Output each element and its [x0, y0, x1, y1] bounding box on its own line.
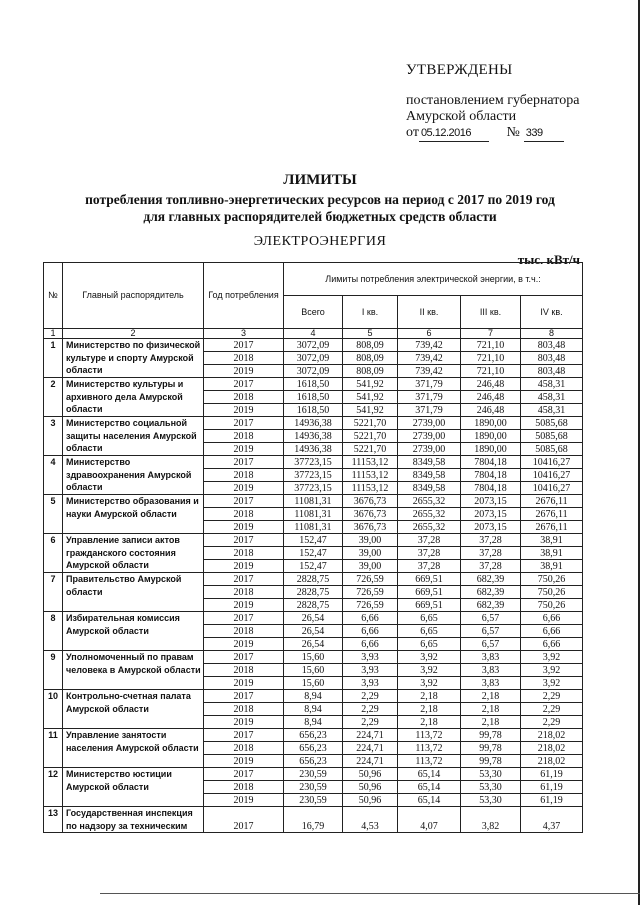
cell-q3: 246,48	[461, 378, 521, 391]
cell-q4: 458,31	[521, 404, 583, 417]
cell-q1: 2,29	[343, 716, 398, 729]
cell-q1: 3676,73	[343, 508, 398, 521]
cell-q3: 682,39	[461, 573, 521, 586]
row-number: 3	[44, 417, 63, 456]
cell-q1: 541,92	[343, 404, 398, 417]
cell-q2: 739,42	[398, 352, 461, 365]
cell-year: 2017	[204, 339, 284, 352]
row-number: 8	[44, 612, 63, 651]
column-index: 4	[284, 329, 343, 339]
cell-q3: 682,39	[461, 599, 521, 612]
cell-year: 2019	[204, 560, 284, 573]
cell-q1: 11153,12	[343, 482, 398, 495]
cell-q4: 3,92	[521, 664, 583, 677]
table-row	[44, 456, 583, 469]
cell-q1: 50,96	[343, 781, 398, 794]
cell-q1: 808,09	[343, 339, 398, 352]
cell-q2: 113,72	[398, 729, 461, 742]
cell-total: 3072,09	[284, 352, 343, 365]
cell-q1: 224,71	[343, 729, 398, 742]
cell-year: 2017	[204, 534, 284, 547]
header-limits-group: Лимиты потребления электрической энергии, в т.ч.:	[284, 263, 583, 296]
cell-q2: 37,28	[398, 560, 461, 573]
cell-q4: 2,29	[521, 690, 583, 703]
table-row	[44, 534, 583, 547]
cell-year: 2019	[204, 521, 284, 534]
cell-q3: 37,28	[461, 560, 521, 573]
cell-q1: 11153,12	[343, 456, 398, 469]
row-number: 2	[44, 378, 63, 417]
cell-q2: 371,79	[398, 391, 461, 404]
cell-q3: 2073,15	[461, 508, 521, 521]
cell-total: 15,60	[284, 677, 343, 690]
cell-q3: 2073,15	[461, 521, 521, 534]
page-bottom-line	[100, 893, 640, 894]
row-number: 5	[44, 495, 63, 534]
cell-q2: 371,79	[398, 404, 461, 417]
cell-q2: 669,51	[398, 573, 461, 586]
cell-q2: 2655,32	[398, 521, 461, 534]
cell-total: 1618,50	[284, 391, 343, 404]
cell-q1: 6,66	[343, 625, 398, 638]
cell-q3: 6,57	[461, 625, 521, 638]
date-prefix: от	[406, 125, 419, 140]
cell-q4: 2,29	[521, 716, 583, 729]
cell-q4: 803,48	[521, 352, 583, 365]
cell-q4: 38,91	[521, 560, 583, 573]
cell-q1: 224,71	[343, 755, 398, 768]
cell-q3: 682,39	[461, 586, 521, 599]
cell-q4: 803,48	[521, 339, 583, 352]
cell-total: 26,54	[284, 638, 343, 651]
cell-q3: 1890,00	[461, 430, 521, 443]
cell-q2: 65,14	[398, 781, 461, 794]
distributor-name: Управление занятости населения Амурской области	[63, 729, 204, 768]
cell-q2: 2,18	[398, 690, 461, 703]
cell-year: 2018	[204, 391, 284, 404]
header-distributor: Главный распорядитель	[63, 263, 204, 329]
cell-total: 14936,38	[284, 430, 343, 443]
cell-year: 2018	[204, 430, 284, 443]
cell-q3: 37,28	[461, 534, 521, 547]
approval-heading: УТВЕРЖДЕНЫ	[406, 62, 513, 78]
cell-q4: 5085,68	[521, 430, 583, 443]
cell-year: 2017	[204, 807, 284, 833]
table-row	[44, 417, 583, 430]
cell-q3: 2,18	[461, 716, 521, 729]
cell-q4: 10416,27	[521, 469, 583, 482]
cell-q4: 3,92	[521, 677, 583, 690]
cell-total: 8,94	[284, 716, 343, 729]
cell-q4: 61,19	[521, 794, 583, 807]
distributor-name: Избирательная комиссия Амурской области	[63, 612, 204, 651]
cell-year: 2017	[204, 495, 284, 508]
cell-q1: 2,29	[343, 703, 398, 716]
cell-q2: 3,92	[398, 677, 461, 690]
cell-q3: 53,30	[461, 781, 521, 794]
cell-year: 2017	[204, 456, 284, 469]
cell-q4: 10416,27	[521, 482, 583, 495]
table-row	[44, 573, 583, 586]
cell-q1: 4,53	[343, 807, 398, 833]
cell-q1: 39,00	[343, 560, 398, 573]
header-q3: III кв.	[461, 296, 521, 329]
cell-q1: 39,00	[343, 534, 398, 547]
approval-signature-line	[406, 125, 626, 142]
cell-q4: 803,48	[521, 365, 583, 378]
cell-total: 15,60	[284, 664, 343, 677]
cell-q1: 5221,70	[343, 417, 398, 430]
cell-total: 152,47	[284, 560, 343, 573]
cell-q1: 808,09	[343, 352, 398, 365]
distributor-name: Управление записи актов гражданского состояния Амурской области	[63, 534, 204, 573]
cell-total: 656,23	[284, 742, 343, 755]
table-row	[44, 495, 583, 508]
cell-q1: 50,96	[343, 794, 398, 807]
cell-q3: 7804,18	[461, 469, 521, 482]
cell-q3: 2,18	[461, 690, 521, 703]
row-number: 9	[44, 651, 63, 690]
cell-q4: 6,66	[521, 625, 583, 638]
cell-q1: 3676,73	[343, 521, 398, 534]
row-number: 7	[44, 573, 63, 612]
document-title: ЛИМИТЫ	[283, 172, 357, 188]
cell-q4: 458,31	[521, 391, 583, 404]
distributor-name: Контрольно-счетная палата Амурской области	[63, 690, 204, 729]
cell-q1: 224,71	[343, 742, 398, 755]
cell-total: 26,54	[284, 612, 343, 625]
cell-q2: 2655,32	[398, 495, 461, 508]
cell-year: 2018	[204, 703, 284, 716]
cell-total: 26,54	[284, 625, 343, 638]
unit-label: тыс. кВт/ч	[517, 252, 580, 267]
cell-q2: 669,51	[398, 599, 461, 612]
cell-q1: 808,09	[343, 365, 398, 378]
cell-q2: 371,79	[398, 378, 461, 391]
cell-year: 2019	[204, 482, 284, 495]
cell-q3: 37,28	[461, 547, 521, 560]
cell-q2: 8349,58	[398, 469, 461, 482]
cell-year: 2018	[204, 742, 284, 755]
cell-q3: 3,83	[461, 664, 521, 677]
cell-q3: 2073,15	[461, 495, 521, 508]
cell-total: 230,59	[284, 768, 343, 781]
cell-total: 16,79	[284, 807, 343, 833]
cell-q2: 6,65	[398, 612, 461, 625]
cell-q1: 726,59	[343, 599, 398, 612]
cell-q1: 3676,73	[343, 495, 398, 508]
row-number: 13	[44, 807, 63, 833]
cell-q2: 113,72	[398, 742, 461, 755]
column-index: 7	[461, 329, 521, 339]
cell-q1: 50,96	[343, 768, 398, 781]
cell-q3: 246,48	[461, 391, 521, 404]
cell-q2: 2,18	[398, 703, 461, 716]
cell-year: 2017	[204, 690, 284, 703]
cell-q2: 113,72	[398, 755, 461, 768]
cell-q2: 6,65	[398, 625, 461, 638]
cell-q4: 61,19	[521, 781, 583, 794]
cell-total: 3072,09	[284, 365, 343, 378]
cell-q1: 3,93	[343, 664, 398, 677]
header-q4: IV кв.	[521, 296, 583, 329]
cell-q4: 218,02	[521, 755, 583, 768]
cell-year: 2018	[204, 547, 284, 560]
cell-year: 2017	[204, 612, 284, 625]
document-subtitle-2: для главных распорядителей бюджетных средств области	[143, 209, 497, 224]
cell-q1: 3,93	[343, 651, 398, 664]
cell-year: 2017	[204, 768, 284, 781]
cell-year: 2019	[204, 638, 284, 651]
cell-q4: 2676,11	[521, 521, 583, 534]
distributor-name: Министерство по физической культуре и спорту Амурской области	[63, 339, 204, 378]
cell-total: 8,94	[284, 690, 343, 703]
cell-q3: 7804,18	[461, 456, 521, 469]
cell-q4: 750,26	[521, 573, 583, 586]
cell-q4: 218,02	[521, 742, 583, 755]
cell-q2: 8349,58	[398, 456, 461, 469]
row-number: 10	[44, 690, 63, 729]
cell-q3: 1890,00	[461, 417, 521, 430]
cell-q4: 38,91	[521, 534, 583, 547]
cell-q3: 3,83	[461, 651, 521, 664]
cell-total: 14936,38	[284, 417, 343, 430]
cell-year: 2017	[204, 417, 284, 430]
cell-q3: 99,78	[461, 742, 521, 755]
cell-q1: 541,92	[343, 391, 398, 404]
cell-total: 8,94	[284, 703, 343, 716]
distributor-name: Министерство образования и науки Амурской области	[63, 495, 204, 534]
cell-q2: 739,42	[398, 339, 461, 352]
table-body	[44, 339, 583, 833]
cell-q3: 6,57	[461, 638, 521, 651]
cell-q3: 99,78	[461, 755, 521, 768]
cell-q4: 61,19	[521, 768, 583, 781]
cell-year: 2017	[204, 651, 284, 664]
cell-q4: 218,02	[521, 729, 583, 742]
header-total: Всего	[284, 296, 343, 329]
column-index: 3	[204, 329, 284, 339]
cell-year: 2018	[204, 508, 284, 521]
cell-q4: 38,91	[521, 547, 583, 560]
cell-q4: 2676,11	[521, 508, 583, 521]
cell-total: 11081,31	[284, 521, 343, 534]
cell-q1: 541,92	[343, 378, 398, 391]
cell-q1: 726,59	[343, 586, 398, 599]
column-index: 5	[343, 329, 398, 339]
cell-total: 230,59	[284, 781, 343, 794]
cell-q3: 3,83	[461, 677, 521, 690]
cell-q2: 3,92	[398, 664, 461, 677]
cell-total: 15,60	[284, 651, 343, 664]
cell-q2: 2739,00	[398, 430, 461, 443]
column-index: 8	[521, 329, 583, 339]
distributor-name: Министерство социальной защиты населения Амурской области	[63, 417, 204, 456]
cell-q1: 6,66	[343, 612, 398, 625]
row-number: 11	[44, 729, 63, 768]
number-prefix: №	[506, 125, 520, 140]
cell-q3: 99,78	[461, 729, 521, 742]
row-number: 12	[44, 768, 63, 807]
cell-q2: 65,14	[398, 768, 461, 781]
cell-year: 2019	[204, 365, 284, 378]
cell-q3: 6,57	[461, 612, 521, 625]
distributor-name: Правительство Амурской области	[63, 573, 204, 612]
cell-total: 2828,75	[284, 573, 343, 586]
cell-q1: 3,93	[343, 677, 398, 690]
header-q2: II кв.	[398, 296, 461, 329]
cell-q3: 246,48	[461, 404, 521, 417]
distributor-name: Министерство культуры и архивного дела Амурской области	[63, 378, 204, 417]
cell-q1: 5221,70	[343, 430, 398, 443]
row-number: 4	[44, 456, 63, 495]
cell-year: 2018	[204, 781, 284, 794]
cell-year: 2018	[204, 352, 284, 365]
cell-year: 2018	[204, 664, 284, 677]
distributor-name: Государственная инспекция по надзору за техническим	[63, 807, 204, 833]
cell-q2: 37,28	[398, 547, 461, 560]
header-year: Год потребления	[204, 263, 284, 329]
cell-q1: 11153,12	[343, 469, 398, 482]
distributor-name: Министерство юстиции Амурской области	[63, 768, 204, 807]
row-number: 1	[44, 339, 63, 378]
cell-total: 152,47	[284, 534, 343, 547]
cell-q2: 37,28	[398, 534, 461, 547]
cell-total: 1618,50	[284, 404, 343, 417]
cell-total: 230,59	[284, 794, 343, 807]
cell-q2: 4,07	[398, 807, 461, 833]
cell-total: 656,23	[284, 755, 343, 768]
cell-q1: 2,29	[343, 690, 398, 703]
distributor-name: Министерство здравоохранения Амурской области	[63, 456, 204, 495]
table-row	[44, 612, 583, 625]
column-index: 1	[44, 329, 63, 339]
cell-total: 152,47	[284, 547, 343, 560]
decree-date: 05.12.2016	[419, 125, 489, 142]
cell-total: 11081,31	[284, 508, 343, 521]
cell-year: 2019	[204, 716, 284, 729]
cell-q2: 6,65	[398, 638, 461, 651]
column-index: 6	[398, 329, 461, 339]
approval-line-2: Амурской области	[406, 109, 517, 124]
decree-number: 339	[524, 125, 564, 142]
cell-total: 11081,31	[284, 495, 343, 508]
cell-q1: 726,59	[343, 573, 398, 586]
document-subtitle-1: потребления топливно-энергетических ресурсов на период с 2017 по 2019 год	[85, 192, 555, 207]
cell-q3: 53,30	[461, 768, 521, 781]
cell-q3: 2,18	[461, 703, 521, 716]
cell-q4: 10416,27	[521, 456, 583, 469]
table-row	[44, 807, 583, 833]
cell-year: 2019	[204, 794, 284, 807]
header-q1: I кв.	[343, 296, 398, 329]
cell-q3: 721,10	[461, 365, 521, 378]
cell-q4: 3,92	[521, 651, 583, 664]
cell-q2: 2,18	[398, 716, 461, 729]
cell-q1: 6,66	[343, 638, 398, 651]
cell-q2: 65,14	[398, 794, 461, 807]
cell-q3: 1890,00	[461, 443, 521, 456]
cell-q1: 39,00	[343, 547, 398, 560]
cell-q2: 2739,00	[398, 443, 461, 456]
table-row	[44, 651, 583, 664]
cell-q1: 5221,70	[343, 443, 398, 456]
cell-year: 2017	[204, 573, 284, 586]
cell-year: 2019	[204, 599, 284, 612]
distributor-name: Уполномоченный по правам человека в Амурской области	[63, 651, 204, 690]
cell-q4: 458,31	[521, 378, 583, 391]
cell-q4: 5085,68	[521, 443, 583, 456]
cell-year: 2017	[204, 729, 284, 742]
cell-q3: 721,10	[461, 339, 521, 352]
cell-q2: 739,42	[398, 365, 461, 378]
row-number: 6	[44, 534, 63, 573]
table-row	[44, 768, 583, 781]
cell-q2: 3,92	[398, 651, 461, 664]
table-row	[44, 378, 583, 391]
cell-q3: 3,82	[461, 807, 521, 833]
cell-year: 2019	[204, 755, 284, 768]
cell-q4: 6,66	[521, 612, 583, 625]
section-title: ЭЛЕКТРОЭНЕРГИЯ	[253, 234, 387, 249]
cell-total: 14936,38	[284, 443, 343, 456]
cell-year: 2018	[204, 625, 284, 638]
cell-q4: 2,29	[521, 703, 583, 716]
cell-year: 2018	[204, 586, 284, 599]
cell-total: 1618,50	[284, 378, 343, 391]
cell-year: 2019	[204, 677, 284, 690]
cell-year: 2018	[204, 469, 284, 482]
header-no: №	[44, 263, 63, 329]
cell-total: 37723,15	[284, 456, 343, 469]
cell-year: 2019	[204, 404, 284, 417]
table-row	[44, 729, 583, 742]
approval-block	[406, 62, 626, 142]
cell-total: 3072,09	[284, 339, 343, 352]
limits-table	[43, 262, 583, 833]
cell-q3: 7804,18	[461, 482, 521, 495]
cell-q4: 2676,11	[521, 495, 583, 508]
cell-year: 2017	[204, 378, 284, 391]
column-index: 2	[63, 329, 204, 339]
cell-q4: 750,26	[521, 599, 583, 612]
cell-total: 37723,15	[284, 469, 343, 482]
cell-q3: 721,10	[461, 352, 521, 365]
table-row	[44, 690, 583, 703]
cell-q2: 2655,32	[398, 508, 461, 521]
cell-year: 2019	[204, 443, 284, 456]
cell-q2: 2739,00	[398, 417, 461, 430]
cell-q4: 5085,68	[521, 417, 583, 430]
cell-total: 2828,75	[284, 586, 343, 599]
cell-q4: 4,37	[521, 807, 583, 833]
table-row	[44, 339, 583, 352]
cell-total: 2828,75	[284, 599, 343, 612]
cell-q3: 53,30	[461, 794, 521, 807]
cell-q2: 8349,58	[398, 482, 461, 495]
cell-q2: 669,51	[398, 586, 461, 599]
cell-total: 37723,15	[284, 482, 343, 495]
approval-line-1: постановлением губернатора	[406, 93, 580, 108]
cell-total: 656,23	[284, 729, 343, 742]
cell-q4: 750,26	[521, 586, 583, 599]
cell-q4: 6,66	[521, 638, 583, 651]
